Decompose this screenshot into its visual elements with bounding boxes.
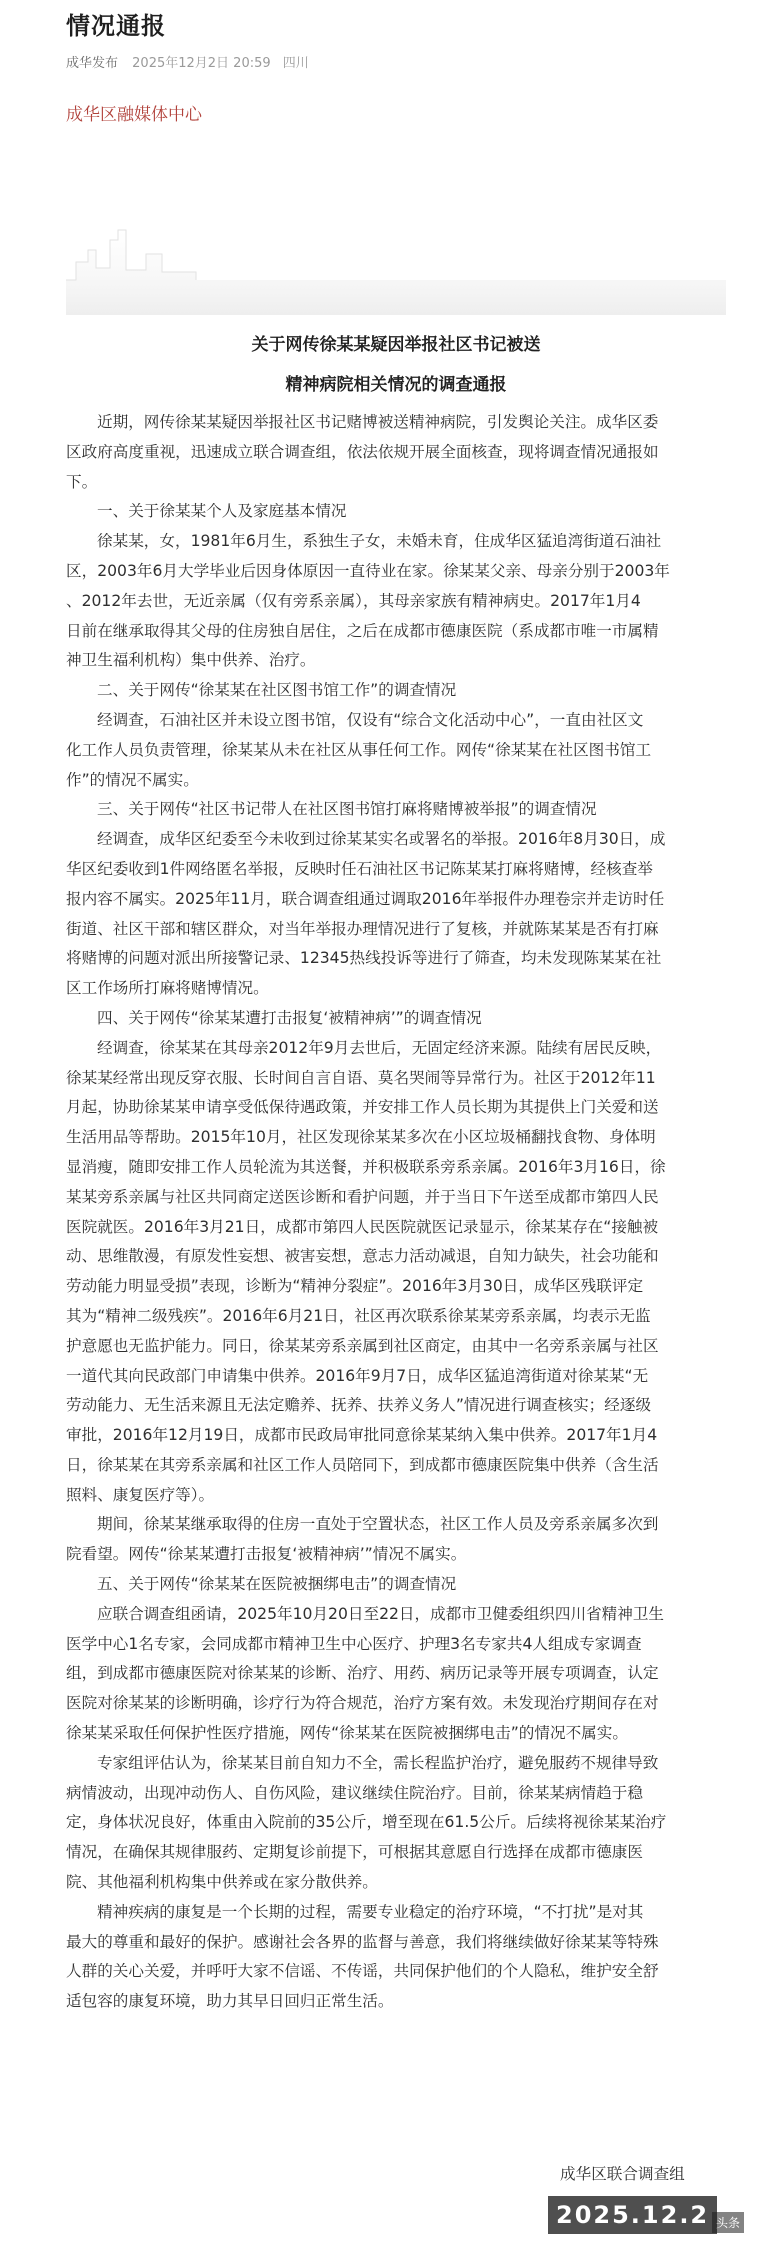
text-line: 二、关于网传“徐某某在社区图书馆工作”的调查情况 <box>97 681 457 700</box>
text-line: 病情波动，出现冲动伤人、自伤风险，建议继续住院治疗。目前，徐某某病情趋于稳 <box>66 1783 643 1802</box>
city-skyline-banner <box>66 130 726 315</box>
paragraph <box>66 1600 708 1749</box>
text-line: 护意愿也无监护能力。同日，徐某某旁系亲属到社区商定，由其中一名旁系亲属与社区 <box>66 1336 659 1355</box>
paragraph <box>66 825 708 1004</box>
text-line: 某某旁系亲属与社区共同商定送医诊断和看护问题，并于当日下午送至成都市第四人民 <box>66 1187 659 1206</box>
text-line: 报内容不属实。2025年11月，联合调查组通过调取2016年举报件办理卷宗并走访时任 <box>66 889 665 908</box>
text-line: 院、其他福利机构集中供养或在家分散供养。 <box>66 1873 378 1892</box>
text-line: 情况，在确保其规律服药、定期复诊前提下，可根据其意愿自行选择在成都市德康医 <box>66 1843 643 1862</box>
text-line: 生活用品等帮助。2015年10月，社区发现徐某某多次在小区垃圾桶翻找食物、身体明 <box>66 1128 656 1147</box>
publish-date: 2025年12月2日 20:59 <box>132 56 271 71</box>
paragraph <box>66 795 708 825</box>
text-line: 劳动能力明显受损”表现，诊断为“精神分裂症”。2016年3月30日，成华区残联评定 <box>66 1277 644 1296</box>
text-line: 显消瘦，随即安排工作人员轮流为其送餐，并积极联系旁系亲属。2016年3月16日，徐 <box>66 1157 666 1176</box>
text-line: 下。 <box>66 472 98 491</box>
paragraph <box>66 1034 708 1511</box>
paragraph <box>66 1004 708 1034</box>
text-line: 动、思维散漫，有原发性妄想、被害妄想，意志力活动减退，自知力缺失，社会功能和 <box>66 1247 659 1266</box>
text-line: 其为“精神二级残疾”。2016年6月21日，社区再次联系徐某某旁系亲属，均表示无监 <box>66 1306 651 1325</box>
org-name: 成华区融媒体中心 <box>66 105 202 125</box>
text-line: 医院就医。2016年3月21日，成都市第四人民医院就医记录显示，徐某某存在“接触被 <box>66 1217 659 1236</box>
article-meta <box>66 52 309 71</box>
publish-region: 四川 <box>282 56 309 71</box>
text-line: 审批，2016年12月19日，成都市民政局审批同意徐某某纳入集中供养。2017年1月4 <box>66 1426 658 1445</box>
text-line: 劳动能力、无生活来源且无法定赡养、抚养、扶养义务人”情况进行调查核实；经逐级 <box>66 1396 652 1415</box>
text-line: 三、关于网传“社区书记带人在社区图书馆打麻将赌博被举报”的调查情况 <box>97 800 597 819</box>
signature: 成华区联合调查组 <box>560 2165 685 2183</box>
paragraph <box>66 408 708 497</box>
text-line: 区工作场所打麻将赌博情况。 <box>66 979 269 998</box>
paragraph <box>66 527 708 676</box>
text-line: 一、关于徐某某个人及家庭基本情况 <box>97 502 347 521</box>
document-body <box>66 408 708 2017</box>
text-line: 期间，徐某某继承取得的住房一直处于空置状态，社区工作人员及旁系亲属多次到 <box>97 1515 659 1534</box>
text-line: 一道代其向民政部门申请集中供养。2016年9月7日，成华区猛追湾街道对徐某某“无 <box>66 1366 649 1385</box>
text-line: 经调查，徐某某在其母亲2012年9月去世后，无固定经济来源。陆续有居民反映， <box>97 1038 662 1057</box>
text-line: 区，2003年6月大学毕业后因身体原因一直待业在家。徐某某父亲、母亲分别于2003年 <box>66 561 670 580</box>
text-line: 近期，网传徐某某疑因举报社区书记赌博被送精神病院，引发舆论关注。成华区委 <box>97 413 659 431</box>
article-title: 情况通报 <box>66 12 166 40</box>
text-line: 将赌博的问题对派出所接警记录、12345热线投诉等进行了筛查，均未发现陈某某在社 <box>66 949 662 968</box>
text-line: 应联合调查组函请，2025年10月20日至22日，成都市卫健委组织四川省精神卫生 <box>97 1604 665 1623</box>
document-title <box>66 325 726 405</box>
text-line: 最大的尊重和最好的保护。感谢社会各界的监督与善意，我们将继续做好徐某某等特殊 <box>66 1932 659 1951</box>
text-line: 专家组评估认为，徐某某目前自知力不全，需长程监护治疗，避免服药不规律导致 <box>97 1753 659 1772</box>
watermark-logo: 头条 <box>712 2212 744 2233</box>
text-line: 人群的关心关爱，并呼吁大家不信谣、不传谣，共同保护他们的个人隐私，维护安全舒 <box>66 1962 659 1981</box>
text-line: 化工作人员负责管理，徐某某从未在社区从事任何工作。网传“徐某某在社区图书馆工 <box>66 740 652 759</box>
document-title-line: 精神病院相关情况的调查通报 <box>285 375 507 395</box>
text-line: 徐某某，女，1981年6月生，系独生子女，未婚未育，住成华区猛追湾街道石油社 <box>97 532 662 551</box>
paragraph <box>66 676 708 706</box>
paragraph <box>66 1570 708 1600</box>
text-line: 医学中心1名专家，会同成都市精神卫生中心医疗、护理3名专家共4人组成专家调查 <box>66 1634 642 1653</box>
text-line: 日，徐某某在其旁系亲属和社区工作人员陪同下，到成都市德康医院集中供养（含生活 <box>66 1455 659 1474</box>
date-stamp-overlay: 2025.12.2 <box>548 2196 717 2234</box>
text-line: 经调查，成华区纪委至今未收到过徐某某实名或署名的举报。2016年8月30日，成 <box>97 830 666 849</box>
text-line: 精神疾病的康复是一个长期的过程，需要专业稳定的治疗环境，“不打扰”是对其 <box>97 1902 644 1921</box>
text-line: 定，身体状况良好，体重由入院前的35公斤，增至现在61.5公斤。后续将视徐某某治疗 <box>66 1813 667 1832</box>
text-line: 区政府高度重视，迅速成立联合调查组，依法依规开展全面核查，现将调查情况通报如 <box>66 442 659 461</box>
paragraph <box>66 1898 708 2017</box>
text-line: 徐某某经常出现反穿衣服、长时间自言自语、莫名哭闹等异常行为。社区于2012年11 <box>66 1068 656 1087</box>
text-line: 五、关于网传“徐某某在医院被捆绑电击”的调查情况 <box>97 1575 457 1594</box>
text-line: 、2012年去世，无近亲属（仅有旁系亲属），其母亲家族有精神病史。2017年1月4 <box>66 591 641 610</box>
text-line: 徐某某采取任何保护性医疗措施，网传“徐某某在医院被捆绑电击”的情况不属实。 <box>66 1724 628 1743</box>
paragraph <box>66 706 708 795</box>
text-line: 作”的情况不属实。 <box>66 770 199 789</box>
text-line: 华区纪委收到1件网络匿名举报，反映时任石油社区书记陈某某打麻将赌博，经核查举 <box>66 859 653 878</box>
paragraph <box>66 1510 708 1570</box>
paragraph <box>66 1749 708 1898</box>
text-line: 四、关于网传“徐某某遭打击报复‘被精神病’”的调查情况 <box>97 1008 482 1027</box>
text-line: 神卫生福利机构）集中供养、治疗。 <box>66 651 316 670</box>
text-line: 适包容的康复环境，助力其早日回归正常生活。 <box>66 1992 394 2011</box>
paragraph <box>66 497 708 527</box>
text-line: 月起，协助徐某某申请享受低保待遇政策，并安排工作人员长期为其提供上门关爱和送 <box>66 1098 659 1117</box>
text-line: 日前在继承取得其父母的住房独自居住，之后在成都市德康医院（系成都市唯一市属精 <box>66 621 659 640</box>
document-title-line: 关于网传徐某某疑因举报社区书记被送 <box>251 335 541 355</box>
text-line: 组，到成都市德康医院对徐某某的诊断、治疗、用药、病历记录等开展专项调查，认定 <box>66 1664 659 1683</box>
text-line: 医院对徐某某的诊断明确，诊疗行为符合规范，治疗方案有效。未发现治疗期间存在对 <box>66 1694 659 1713</box>
text-line: 院看望。网传“徐某某遭打击报复‘被精神病’”情况不属实。 <box>66 1545 467 1564</box>
text-line: 经调查，石油社区并未设立图书馆，仅设有“综合文化活动中心”，一直由社区文 <box>97 710 644 729</box>
publisher-link[interactable]: 成华发布 <box>66 56 119 71</box>
text-line: 照料、康复医疗等）。 <box>66 1485 215 1504</box>
text-line: 街道、社区干部和辖区群众，对当年举报办理情况进行了复核，并就陈某某是否有打麻 <box>66 919 659 938</box>
